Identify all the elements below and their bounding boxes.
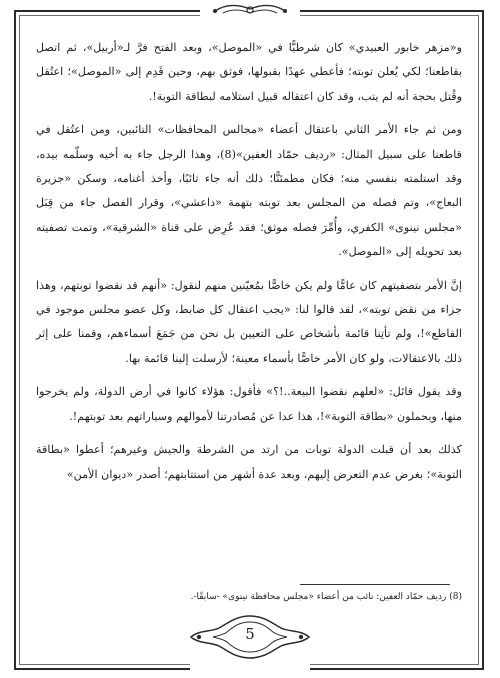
footnote: (8) رديف حمّاد العفين: نائب من أعضاء «مجلس محافظة نينوى» -سابقًا-. bbox=[190, 592, 462, 602]
paragraph-2: ومن ثم جاء الأمر الثاني باعتقال أعضاء «مجالس المحافظات» التائبين، ومن اعتُقل في قاطعنا على سبيل المثال: «رديف حمّاد العفين»(8)، وهذا الرجل جاء به أخيه وسلّمه بيده، وقد استلمته بنفسي منه؛ فكان مطمئنًّا؛ ذلك أنه جاء تائبًا، وأخذ أغنامه، وسكن «جزيرة البعاج»، وتم فصله من المجلس بعد توبته بتهمة «داعشي»، وقرار الفصل جاء من قِبَل «مجلس نينوى» الكفري، وأُمِّرَ فصله موثق؛ فقد عُرِض على قناة «الشرقية»، وتمت تصفيته بعد تحويله إلى «الموصل». bbox=[36, 123, 462, 259]
top-ornament-icon bbox=[205, 0, 295, 21]
paragraph-1: و«مزهر خابور العبيدي» كان شرطيًّا في «الموصل»، وبعد الفتح فرَّ لـ«أربيل»، ثم اتصل بقاطعنا؛ لكي يُعلن توبته؛ فأعطي عهدًا بقبولها، فوثق بهم، وحين قَدِم إلى «الموصل»؛ اعتُقل وقُتل بحجة أنه لم يتب، وقد كان اعتقاله قبيل استلامه لبطاقة التوبة!. bbox=[36, 41, 462, 103]
paragraph-4: وقد يقول قائل: «لعلهم نقضوا البيعة..!؟» فأقول: هؤلاء كانوا في أرض الدولة، ولم يخرجوا منها، ويحملون «بطاقة التوبة»!، هذا عدا عن مُصادرتنا لأموالهم وسياراتهم بعد توبتهم!. bbox=[36, 385, 462, 423]
footnote-separator bbox=[300, 584, 450, 585]
page-number: 5 bbox=[245, 625, 255, 643]
main-text bbox=[36, 36, 462, 496]
paragraph-5: كذلك بعد أن قبلت الدولة توبات من ارتد من الشرطة والجيش وغيرهم؛ أعطوا «بطاقة التوبة»؛ بغرض عدم التعرض إليهم، وبعد عدة أشهر من استتابتهم؛ أصدر «ديوان الأمن» bbox=[36, 443, 462, 481]
paragraph-3: إنَّ الأمر بتصفيتهم كان عامًّا ولم يكن خاصًّا بمُعيّنين منهم لنقول: «أنهم قد نقضوا توبتهم، وهذا جزاء من نقض توبته»، لقد قالوا لنا: «يجب اعتقال كل ضابط، وكل عضو مجلس موجود في القاطع»!، ولم تأتِنا قائمة بأشخاص على التعيين بل نحن من جَمَعَ أسماءهم، وقمنا على إثر ذلك بالاعتقالات، ولو كان الأمر خاصًّا بأسماء معينة؛ لأرسلت إلينا قائمة بها. bbox=[36, 278, 462, 365]
